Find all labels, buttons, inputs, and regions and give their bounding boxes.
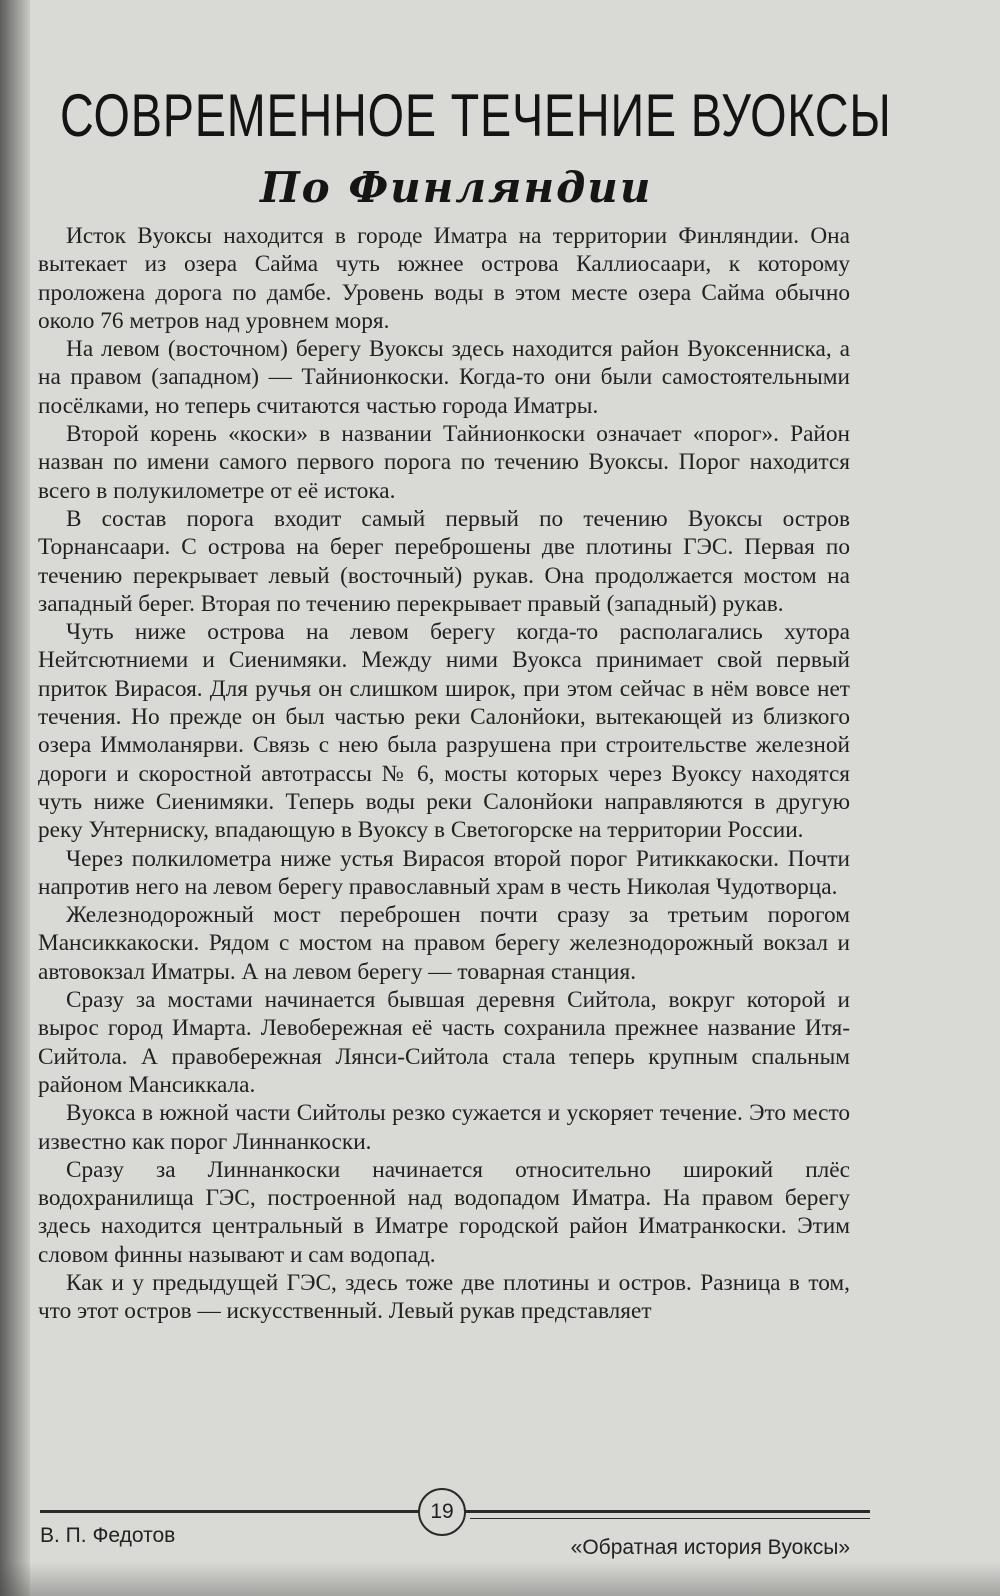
paragraph: Исток Вуоксы находится в городе Иматра на территории Финляндии. Она вытекает из озера Сайма чуть южнее острова Каллиосаари, к которому проложена дорога по дамбе. Уровень воды в этом месте озера Сайма обычно около 76 метров над уровнем моря. (38, 223, 850, 334)
footer-book-title: «Обратная история Вуоксы» (570, 1536, 850, 1559)
footer-author: В. П. Федотов (40, 1524, 176, 1547)
footer-rule-thin (470, 1518, 870, 1519)
paragraph: Вуокса в южной части Сийтолы резко сужается и ускоряет течение. Это место известно как порог Линнанкоски. (38, 1100, 850, 1155)
body-text (38, 222, 850, 1326)
chapter-title: СОВРЕМЕННОЕ ТЕЧЕНИЕ ВУОКСЫ (60, 82, 892, 149)
book-page (30, 0, 1000, 1596)
paragraph: В состав порога входит самый первый по течению Вуоксы остров Торнансаари. С острова на берег переброшены две плотины ГЭС. Первая по течению перекрывает левый (восточный) рукав. Она продолжается мостом на западный берег. Вторая по течению перекрывает правый (западный) рукав. (38, 505, 850, 617)
book-spine-shadow (0, 0, 30, 1596)
section-title: По Финляндии (260, 163, 653, 212)
paragraph: Железнодорожный мост переброшен почти сразу за третьим порогом Мансиккакоски. Рядом с мостом на правом берегу железнодорожный вокзал и автовокзал Иматры. А на левом берегу — товарная станция. (38, 902, 850, 985)
paragraph: Второй корень «коски» в названии Тайнионкоски означает «порог». Район назван по имени самого первого порога по течению Вуоксы. Порог находится всего в полукилометре от её истока. (38, 421, 850, 504)
paragraph: На левом (восточном) берегу Вуоксы здесь находится район Вуоксенниска, а на правом (западном) — Тайнионкоски. Когда-то они были самостоятельными посёлками, но теперь считаются частью города Иматры. (38, 336, 850, 419)
paragraph: Сразу за мостами начинается бывшая деревня Сийтола, вокруг которой и вырос город Имарта. Левобережная её часть сохранила прежнее название Итя-Сийтола. А правобережная Лянси-Сийтола стала теперь крупным спальным районом Мансиккала. (38, 987, 850, 1098)
paragraph: Через полкилометра ниже устья Вирасоя второй порог Ритиккакоски. Почти напротив него на левом берегу православный храм в честь Николая Чудотворца. (38, 845, 850, 900)
page-number: 19 (418, 1488, 466, 1536)
paragraph: Как и у предыдущей ГЭС, здесь тоже две плотины и остров. Разница в том, что этот остров — искусственный. Левый рукав представляет (38, 1269, 850, 1325)
bottom-shadow (0, 1562, 1000, 1596)
paragraph: Сразу за Линнанкоски начинается относительно широкий плёс водохранилища ГЭС, построенной над водопадом Иматра. На правом берегу здесь находится центральный в Иматре городской район Иматранкоски. Этим словом финны называют и сам водопад. (38, 1156, 850, 1268)
paragraph: Чуть ниже острова на левом берегу когда-то располагались хутора Нейтсютниеми и Сиенимяки. Между ними Вуокса принимает свой первый приток Вирасоя. Для ручья он слишком широк, при этом сейчас в нём вовсе нет течения. Но прежде он был частью реки Салонйоки, вытекающей из близкого озера Иммоланярви. Связь с нею была разрушена при строительстве железной дороги и скоростной автотрассы № 6, мосты которых через Вуоксу находятся чуть ниже Сиенимяки. Теперь воды реки Салонйоки направляются в другую реку Унтерниску, впадающую в Вуоксу в Светогорске на территории России. (38, 619, 850, 844)
